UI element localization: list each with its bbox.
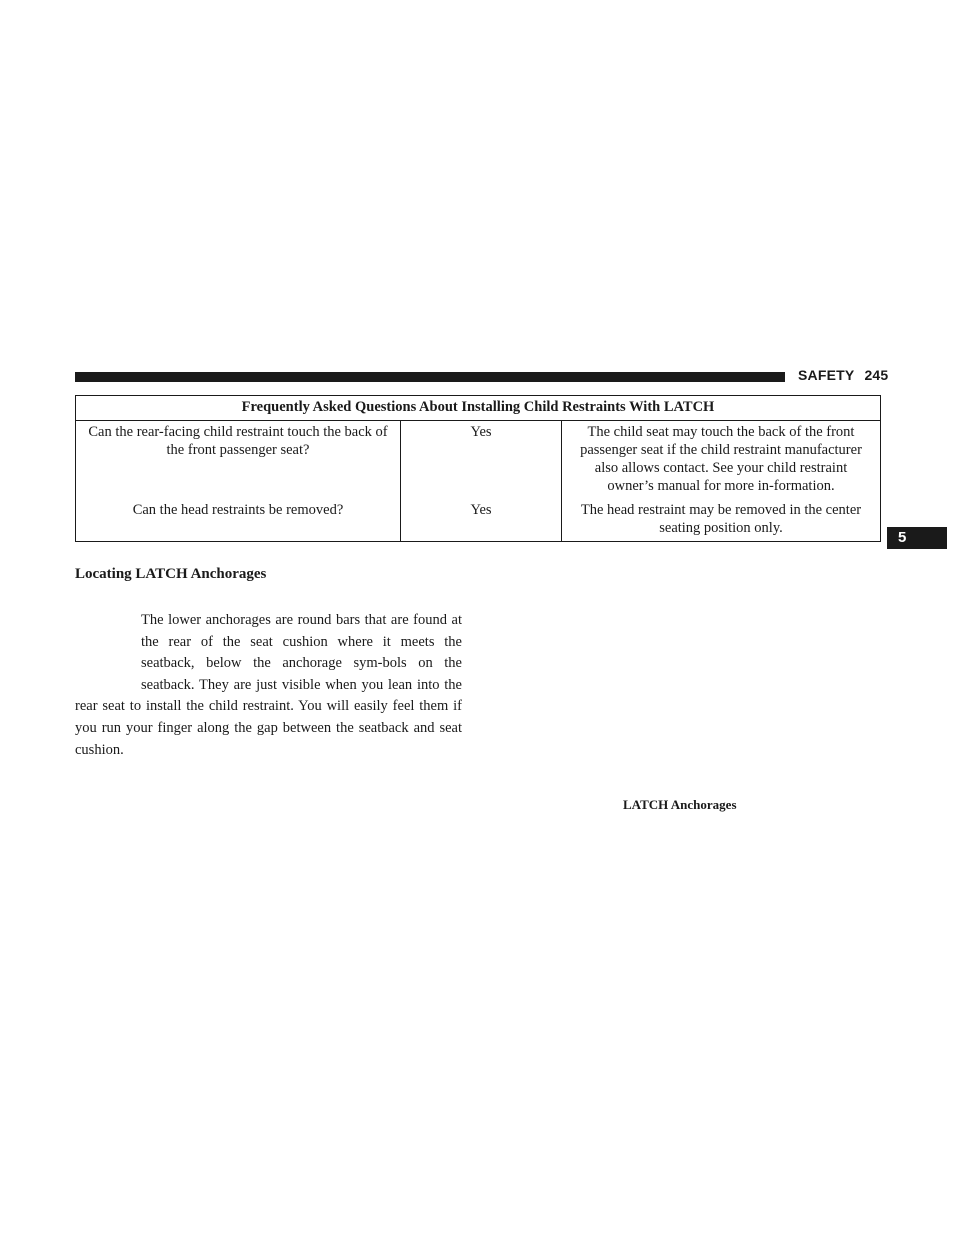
faq-question: Can the rear-facing child restraint touch the back of the front passenger seat? xyxy=(76,421,401,500)
chapter-tab: 5 xyxy=(887,527,947,549)
faq-table-title: Frequently Asked Questions About Installing Child Restraints With LATCH xyxy=(76,396,881,421)
section-heading: Locating LATCH Anchorages xyxy=(75,566,267,582)
faq-question: Can the head restraints be removed? xyxy=(76,499,401,542)
body-paragraph-block xyxy=(75,610,462,761)
faq-answer: Yes xyxy=(401,421,562,500)
table-row xyxy=(76,499,881,542)
page-number: 245 xyxy=(864,367,889,383)
table-row xyxy=(76,421,881,500)
faq-table xyxy=(75,395,881,542)
anchorage-symbol-placeholder xyxy=(75,610,141,696)
faq-detail: The head restraint may be removed in the center seating position only. xyxy=(562,499,881,542)
faq-detail: The child seat may touch the back of the front passenger seat if the child restraint manufacturer also allows contact. See your child restraint owner’s manual for more in-formation. xyxy=(562,421,881,500)
header-rule xyxy=(75,372,785,382)
figure-caption: LATCH Anchorages xyxy=(623,797,737,812)
header-section-title: SAFETY xyxy=(798,367,855,383)
running-header xyxy=(798,367,888,383)
faq-answer: Yes xyxy=(401,499,562,542)
body-paragraph: The lower anchorages are round bars that are found at the rear of the seat cushion where it meets the seatback, below the anchorage sym-bols on the seatback. They are just visible when you lean into the rear seat to install the child restraint. You will easily feel them if you run your finger along the gap between the seatback and seat cushion. xyxy=(75,612,462,758)
